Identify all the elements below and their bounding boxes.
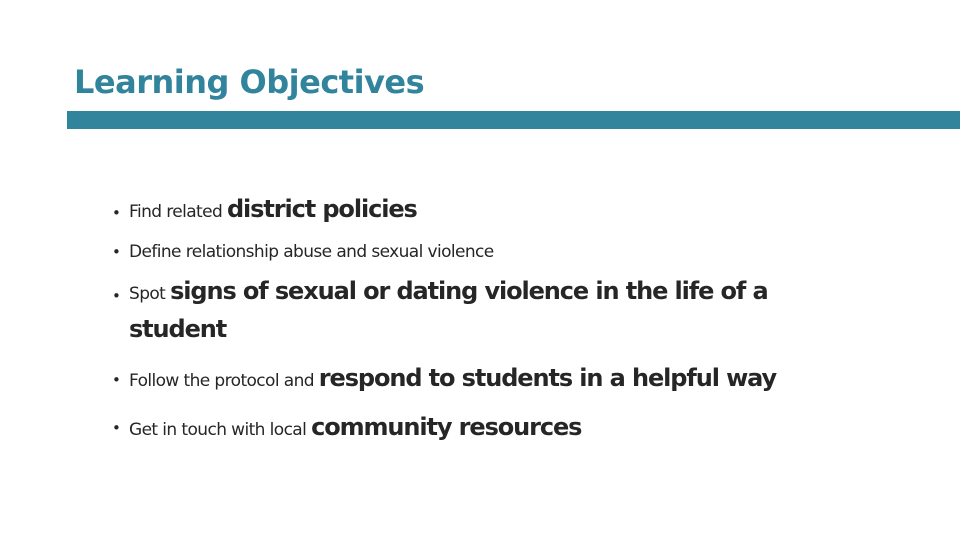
list-item [112,232,912,272]
bullet-text: Find related [129,202,227,222]
bullet-emphasis: signs of sexual or dating violence in the life of a [170,277,768,305]
bullet-emphasis-continuation: student [129,315,227,343]
bullet-emphasis: respond to students in a helpful way [318,364,777,392]
bullet-line [129,272,912,310]
title-underline-bar [67,111,960,129]
objectives-list [112,186,912,452]
bullet-text: Get in touch with local [129,420,312,440]
bullet-text: Spot [129,284,171,304]
bullet-emphasis: district policies [226,195,417,223]
bullet-emphasis: community resources [311,413,582,441]
slide-title: Learning Objectives [74,63,425,101]
bullet-icon: • [112,419,121,437]
bullet-line [129,310,912,348]
bullet-text: Follow the protocol and [129,371,319,391]
bullet-text: Define relationship abuse and sexual violence [129,242,494,262]
list-item [112,272,912,352]
bullet-icon: • [112,371,121,389]
bullet-icon: • [112,243,121,261]
list-item [112,355,912,402]
bullet-icon: • [112,287,121,305]
list-item [112,402,912,452]
list-item [112,186,912,232]
bullet-icon: • [112,204,121,222]
